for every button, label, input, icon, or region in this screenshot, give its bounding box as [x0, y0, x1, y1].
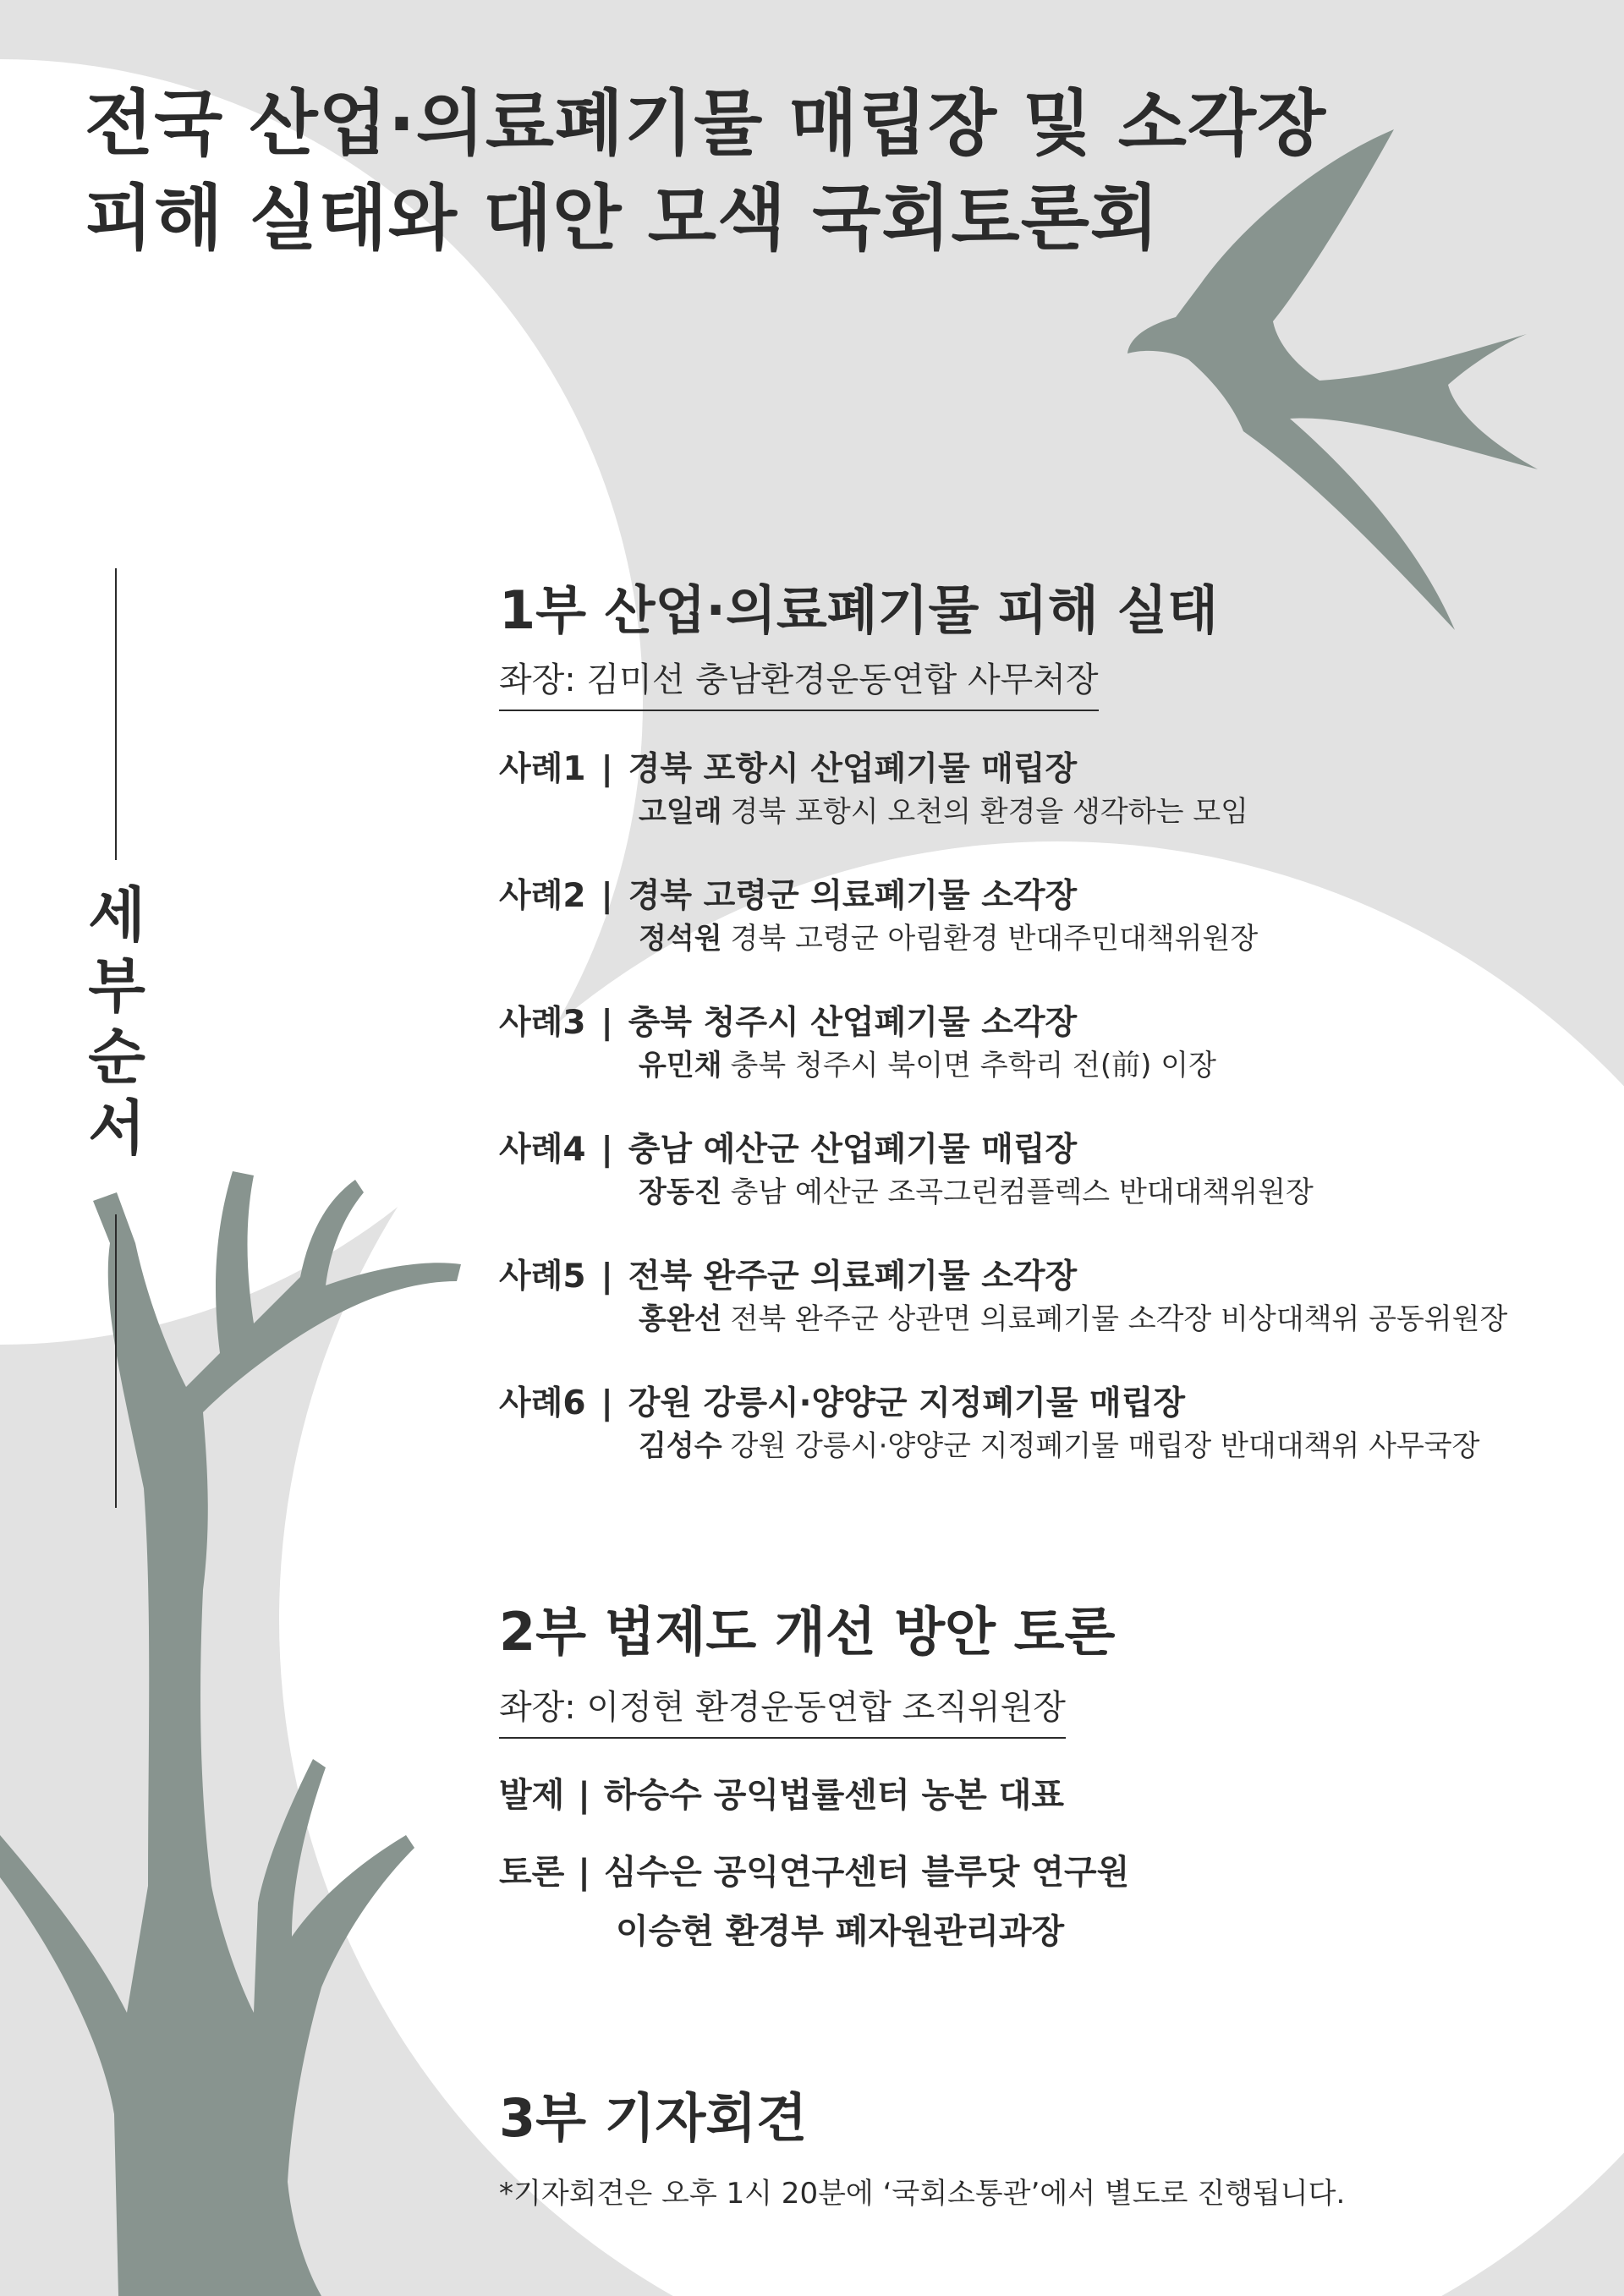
case-topic: 강원 강릉시·양양군 지정폐기물 매립장	[628, 1384, 1186, 1422]
case-topic: 전북 완주군 의료폐기물 소각장	[628, 1258, 1078, 1296]
case-item	[499, 748, 1248, 833]
part2-chair: 좌장: 이정현 환경운동연합 조직위원장	[499, 1680, 1066, 1739]
row-separator: |	[578, 1776, 590, 1815]
case-separator: |	[601, 877, 613, 915]
case-affiliation: 충남 예산군 조곡그린컴플렉스 반대대책위원장	[730, 1175, 1314, 1209]
case-number: 사례4	[499, 1131, 586, 1169]
case-number: 사례1	[499, 750, 586, 788]
page-title	[85, 76, 1326, 266]
case-topic: 충북 청주시 산업폐기물 소각장	[628, 1004, 1078, 1042]
case-item	[499, 1256, 1507, 1340]
case-affiliation: 경북 고령군 아림환경 반대주민대책위원장	[730, 922, 1259, 956]
case-affiliation: 경북 포항시 오천의 환경을 생각하는 모임	[730, 795, 1248, 829]
case-number: 사례6	[499, 1384, 586, 1422]
presentation-row	[499, 1773, 1064, 1817]
case-presenter: 홍완선	[639, 1302, 722, 1336]
discussant: 심수은 공익연구센터 블루닷 연구원	[603, 1853, 1130, 1892]
case-item	[499, 1383, 1480, 1467]
case-presenter: 정석원	[639, 922, 722, 956]
part1-title: 1부 산업·의료폐기물 피해 실태	[499, 579, 1219, 641]
case-item	[499, 875, 1258, 960]
case-separator: |	[601, 1131, 613, 1169]
case-separator: |	[601, 1384, 613, 1422]
presentation-label: 발제	[499, 1776, 565, 1815]
case-presenter: 장동진	[639, 1175, 722, 1209]
case-affiliation: 전북 완주군 상관면 의료폐기물 소각장 비상대책위 공동위원장	[730, 1302, 1508, 1336]
case-presenter: 유민채	[639, 1049, 722, 1082]
case-topic: 경북 포항시 산업폐기물 매립장	[628, 750, 1078, 788]
case-affiliation: 강원 강릉시·양양군 지정폐기물 매립장 반대대책위 사무국장	[730, 1429, 1480, 1463]
part2-title: 2부 법제도 개선 방안 토론	[499, 1601, 1116, 1663]
case-separator: |	[601, 1258, 613, 1296]
title-line-1: 전국 산업·의료폐기물 매립장 및 소각장	[85, 82, 1327, 165]
discussion-row-2	[499, 1910, 1064, 1954]
case-affiliation: 충북 청주시 북이면 추학리 전(前) 이장	[730, 1049, 1216, 1082]
case-item	[499, 1129, 1314, 1214]
part1-chair: 좌장: 김미선 충남환경운동연합 사무처장	[499, 653, 1099, 711]
presentation-speaker: 하승수 공익법률센터 농본 대표	[603, 1776, 1064, 1815]
side-label-char: 서	[88, 1093, 145, 1163]
part3-title: 3부 기자회견	[499, 2087, 808, 2149]
side-divider-bottom	[115, 1214, 117, 1508]
case-number: 사례5	[499, 1258, 586, 1296]
case-presenter: 고일래	[639, 795, 722, 829]
side-label-char: 순	[88, 1022, 145, 1092]
discussion-label: 토론	[499, 1853, 565, 1892]
case-number: 사례3	[499, 1004, 586, 1042]
case-presenter: 김성수	[639, 1429, 722, 1463]
row-separator: |	[578, 1853, 590, 1892]
side-label-char: 부	[88, 951, 145, 1021]
side-label-char: 세	[88, 880, 145, 950]
press-conference-note: *기자회견은 오후 1시 20분에 ‘국회소통관’에서 별도로 진행됩니다.	[499, 2177, 1346, 2211]
side-divider-top	[115, 568, 117, 860]
title-line-2: 피해 실태와 대안 모색 국회토론회	[85, 177, 1160, 260]
case-item	[499, 1002, 1216, 1087]
discussion-row	[499, 1850, 1129, 1894]
discussant: 이승현 환경부 폐자원관리과장	[616, 1912, 1065, 1951]
case-separator: |	[601, 750, 613, 788]
case-separator: |	[601, 1004, 613, 1042]
side-label	[83, 879, 151, 1164]
case-topic: 충남 예산군 산업폐기물 매립장	[628, 1131, 1078, 1169]
case-topic: 경북 고령군 의료폐기물 소각장	[628, 877, 1078, 915]
case-number: 사례2	[499, 877, 586, 915]
